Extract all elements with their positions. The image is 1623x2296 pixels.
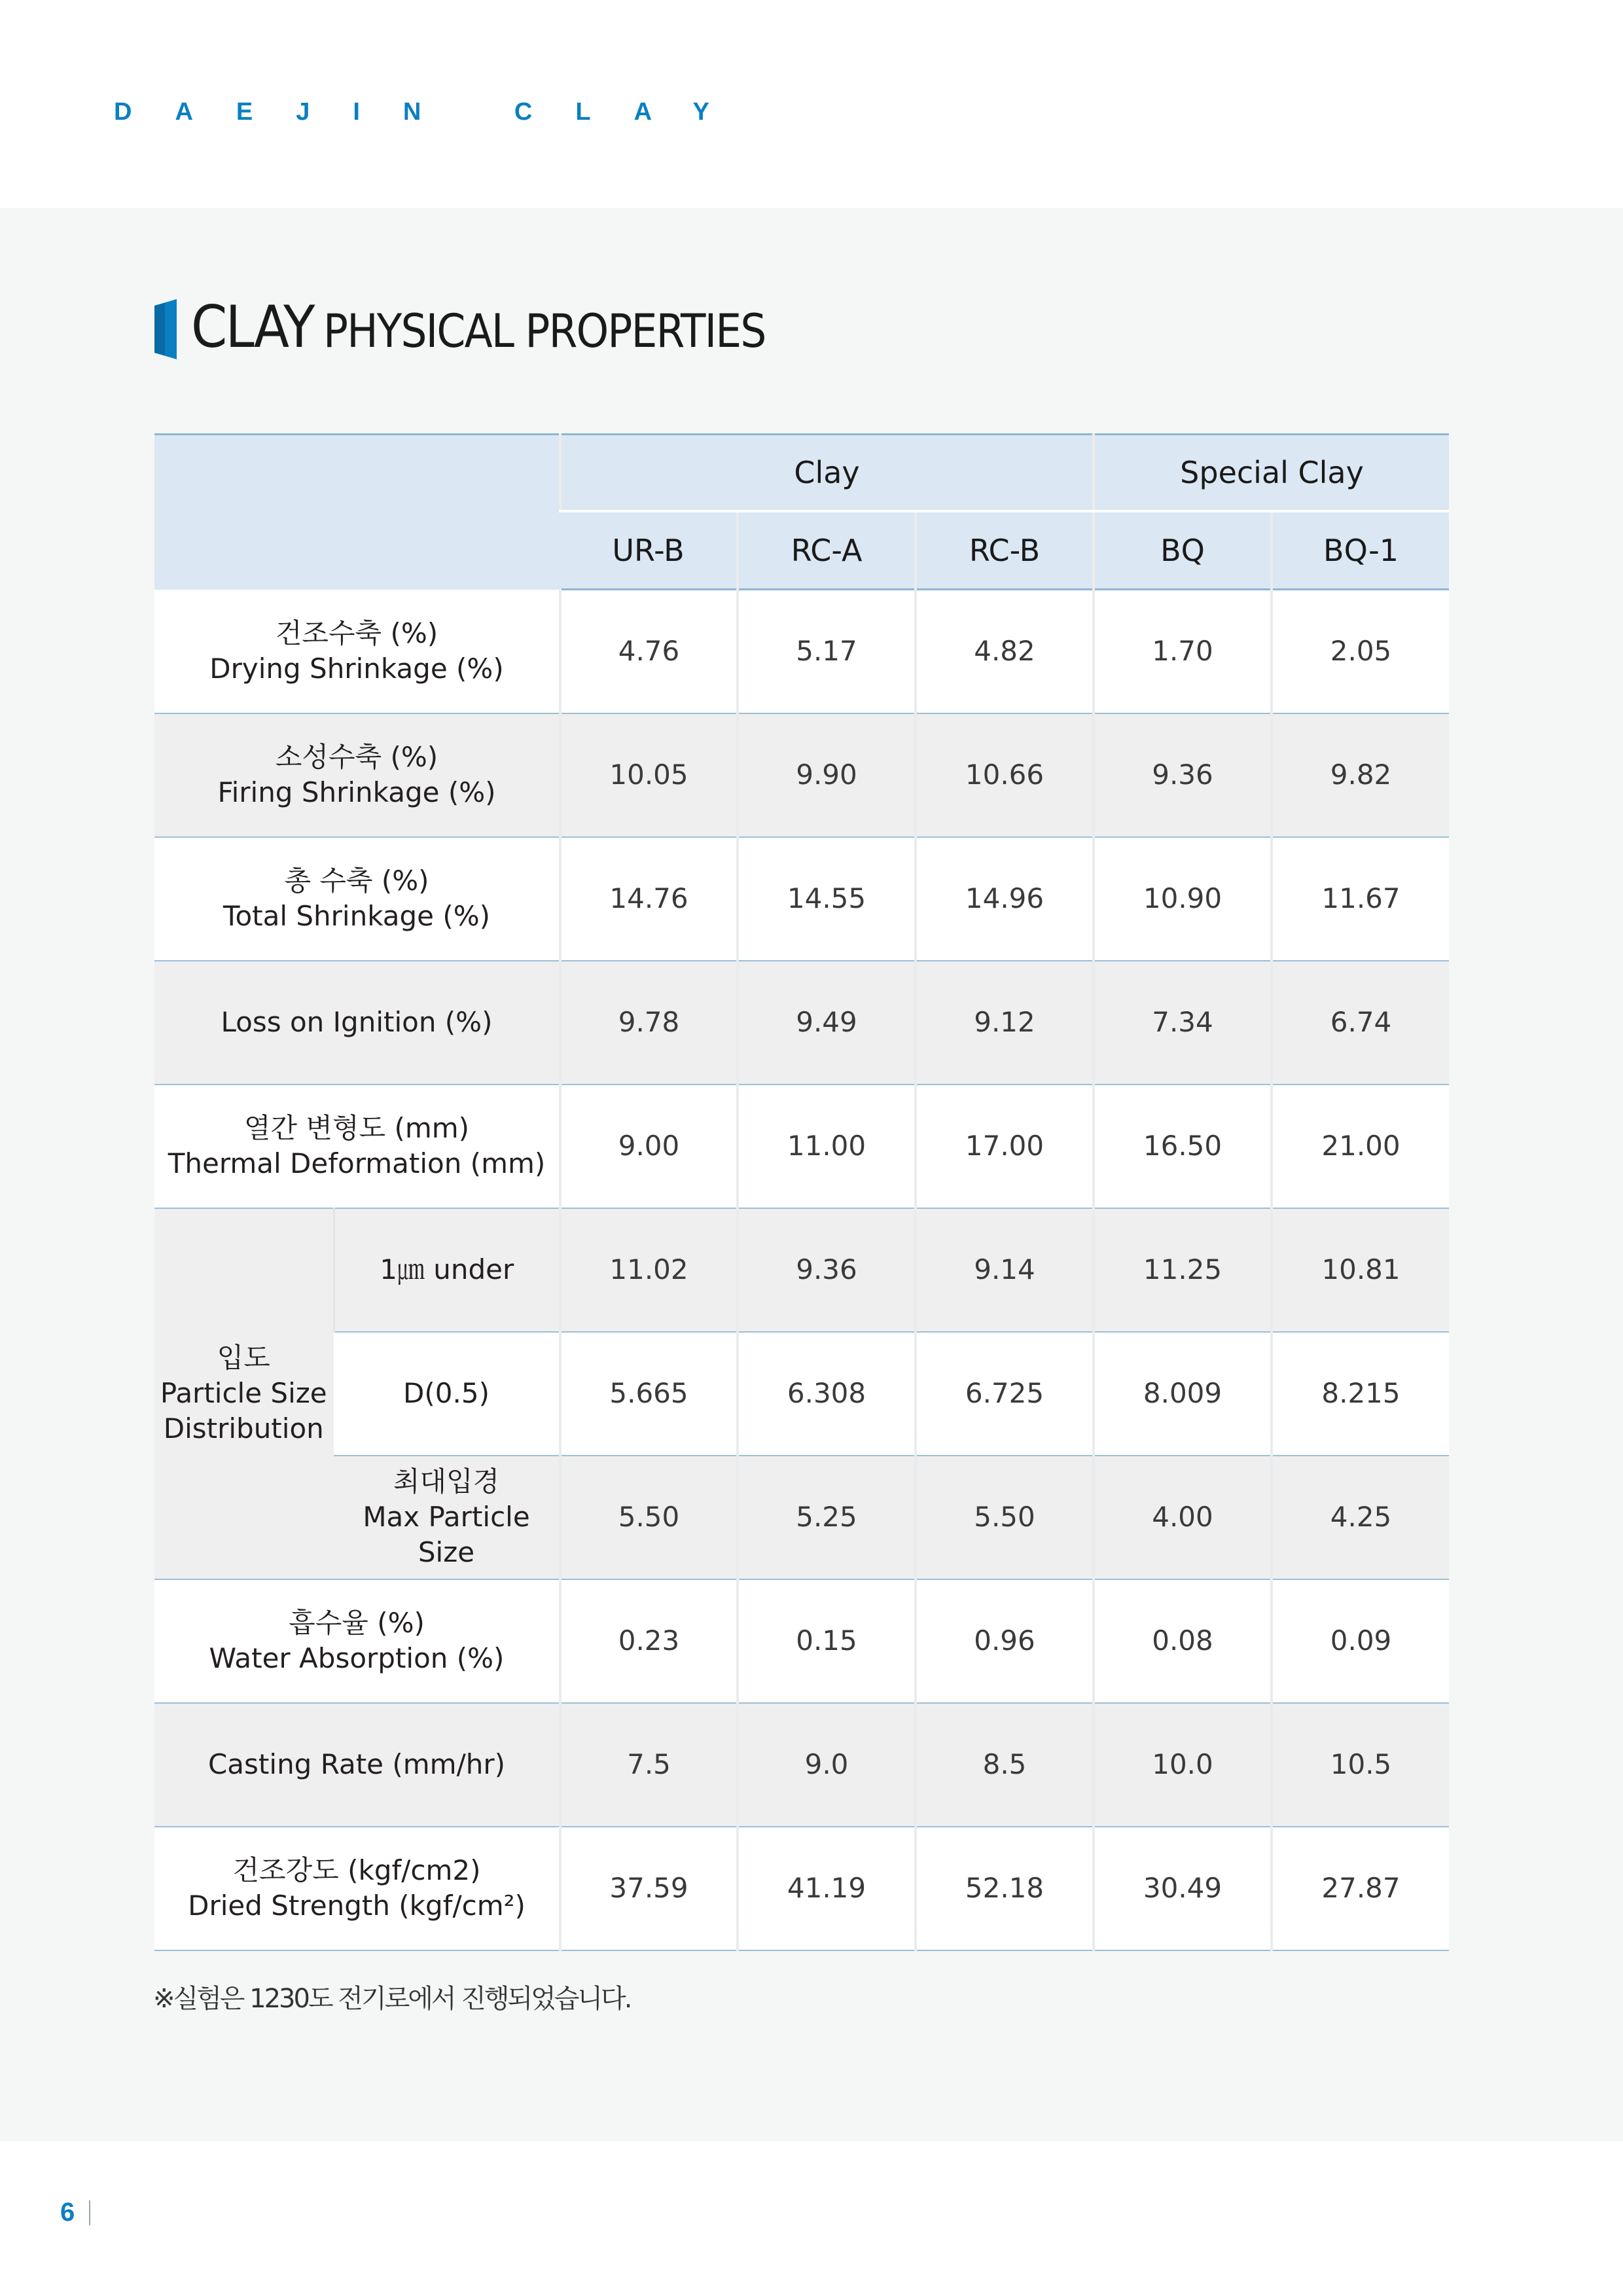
footnote: ※실험은 1230도 전기로에서 진행되었습니다.	[153, 1984, 631, 2014]
table-cell: 10.0	[1094, 1703, 1272, 1827]
row-label	[154, 1827, 560, 1950]
brand-wordmark: DAEJIN CLAY	[114, 98, 753, 126]
table-cell: 0.23	[560, 1579, 738, 1703]
title-main: CLAY	[191, 293, 313, 361]
table-cell: 52.18	[916, 1827, 1094, 1950]
row-label-en: D(0.5)	[403, 1377, 490, 1409]
row-label	[154, 1703, 560, 1827]
group-header-special-clay: Special Clay	[1094, 435, 1449, 511]
page-number: 6	[60, 2198, 75, 2227]
table-cell: 9.82	[1272, 713, 1449, 837]
row-label-en: Thermal Deformation (mm)	[168, 1147, 546, 1179]
table-cell: 0.08	[1094, 1579, 1272, 1703]
table-cell: 1.70	[1094, 590, 1272, 713]
row-label-en: Distribution	[163, 1412, 324, 1444]
table-cell: 30.49	[1094, 1827, 1272, 1950]
row-label-ko: 건조강도 (kgf/cm2)	[232, 1854, 481, 1886]
table-row-dried-strength	[154, 1827, 1449, 1950]
table-cell: 7.5	[560, 1703, 738, 1827]
table-cell: 9.36	[738, 1208, 916, 1332]
table-cell: 9.36	[1094, 713, 1272, 837]
table-cell: 17.00	[916, 1085, 1094, 1208]
row-label-ko: 총 수축 (%)	[284, 865, 429, 897]
table-cell: 14.96	[916, 837, 1094, 961]
table-cell: 8.009	[1094, 1332, 1272, 1456]
row-group-label-particle-size	[154, 1208, 334, 1579]
table-cell: 5.50	[916, 1456, 1094, 1579]
table-cell: 11.02	[560, 1208, 738, 1332]
table-cell: 9.14	[916, 1208, 1094, 1332]
row-sublabel	[334, 1208, 560, 1332]
table-cell: 14.76	[560, 837, 738, 961]
table-cell: 9.49	[738, 961, 916, 1085]
table-cell: 10.90	[1094, 837, 1272, 961]
row-label	[154, 713, 560, 837]
table-row-psd-d05	[154, 1332, 1449, 1456]
table-cell: 6.308	[738, 1332, 916, 1456]
column-header-rc-a: RC-A	[738, 511, 916, 590]
table-cell: 9.90	[738, 713, 916, 837]
table-row-firing-shrinkage	[154, 713, 1449, 837]
row-label-en: Drying Shrinkage (%)	[209, 652, 504, 685]
row-label	[154, 1579, 560, 1703]
table-cell: 5.17	[738, 590, 916, 713]
table-cell: 5.25	[738, 1456, 916, 1579]
table-cell: 9.12	[916, 961, 1094, 1085]
group-header-clay: Clay	[560, 435, 1094, 511]
column-header-bq-1: BQ-1	[1272, 511, 1449, 590]
table-cell: 10.5	[1272, 1703, 1449, 1827]
table-cell: 8.215	[1272, 1332, 1449, 1456]
table-cell: 0.96	[916, 1579, 1094, 1703]
row-label-en: 1㎛ under	[380, 1253, 514, 1285]
column-header-ur-b: UR-B	[560, 511, 738, 590]
column-header-rc-b: RC-B	[916, 511, 1094, 590]
row-sublabel	[334, 1456, 560, 1579]
row-label	[154, 1085, 560, 1208]
row-label-en: Casting Rate (mm/hr)	[207, 1748, 505, 1780]
table-cell: 10.05	[560, 713, 738, 837]
table-cell: 9.00	[560, 1085, 738, 1208]
table-row-thermal-deformation	[154, 1085, 1449, 1208]
table-row-total-shrinkage	[154, 837, 1449, 961]
row-label-en: Loss on Ignition (%)	[221, 1006, 493, 1038]
row-label	[154, 590, 560, 713]
table-cell: 41.19	[738, 1827, 916, 1950]
table-cell: 16.50	[1094, 1085, 1272, 1208]
table-row-psd-1um-under	[154, 1208, 1449, 1332]
table-row-psd-max-particle-size	[154, 1456, 1449, 1579]
table-cell: 7.34	[1094, 961, 1272, 1085]
column-header-bq: BQ	[1094, 511, 1272, 590]
row-label-en: Water Absorption (%)	[209, 1642, 505, 1674]
properties-table	[154, 433, 1449, 1951]
table-cell: 4.82	[916, 590, 1094, 713]
row-label-ko: 흡수율 (%)	[289, 1607, 425, 1639]
table-cell: 10.66	[916, 713, 1094, 837]
row-label-en: Dried Strength (kgf/cm²)	[188, 1890, 526, 1922]
table-cell: 11.00	[738, 1085, 916, 1208]
row-label-en: Total Shrinkage (%)	[223, 900, 491, 932]
table-row-loss-on-ignition	[154, 961, 1449, 1085]
row-label-ko: 최대입경	[393, 1465, 500, 1498]
table-header-group-row	[154, 435, 1449, 511]
table-cell: 37.59	[560, 1827, 738, 1950]
row-label-en: Firing Shrinkage (%)	[217, 776, 496, 808]
row-label-ko: 입도	[217, 1342, 270, 1374]
table-cell: 6.74	[1272, 961, 1449, 1085]
table-cell: 10.81	[1272, 1208, 1449, 1332]
table-cell: 11.67	[1272, 837, 1449, 961]
table-cell: 5.665	[560, 1332, 738, 1456]
table-cell: 6.725	[916, 1332, 1094, 1456]
page-title	[191, 293, 814, 365]
table-row-drying-shrinkage	[154, 590, 1449, 713]
row-label-en: Particle Size	[160, 1377, 327, 1409]
row-sublabel	[334, 1332, 560, 1456]
table-row-casting-rate	[154, 1703, 1449, 1827]
title-sub: PHYSICAL PROPERTIES	[323, 304, 766, 358]
row-label-ko: 건조수축 (%)	[275, 617, 438, 649]
table-cell: 4.25	[1272, 1456, 1449, 1579]
table-cell: 2.05	[1272, 590, 1449, 713]
title-marker-icon	[154, 299, 177, 359]
table-cell: 11.25	[1094, 1208, 1272, 1332]
table-cell: 9.0	[738, 1703, 916, 1827]
row-label-ko: 소성수축 (%)	[275, 741, 438, 773]
table-cell: 4.76	[560, 590, 738, 713]
table-row-water-absorption	[154, 1579, 1449, 1703]
table-cell: 0.09	[1272, 1579, 1449, 1703]
table-cell: 0.15	[738, 1579, 916, 1703]
row-label-ko: 열간 변형도 (mm)	[243, 1112, 470, 1144]
table-cell: 27.87	[1272, 1827, 1449, 1950]
row-label	[154, 961, 560, 1085]
table-cell: 5.50	[560, 1456, 738, 1579]
table-cell: 14.55	[738, 837, 916, 961]
table-cell: 21.00	[1272, 1085, 1449, 1208]
row-label	[154, 837, 560, 961]
table-header-corner	[154, 435, 560, 590]
page-number-divider	[89, 2200, 90, 2225]
table-cell: 8.5	[916, 1703, 1094, 1827]
row-label-en: Max Particle Size	[363, 1501, 530, 1568]
table-cell: 4.00	[1094, 1456, 1272, 1579]
table-cell: 9.78	[560, 961, 738, 1085]
